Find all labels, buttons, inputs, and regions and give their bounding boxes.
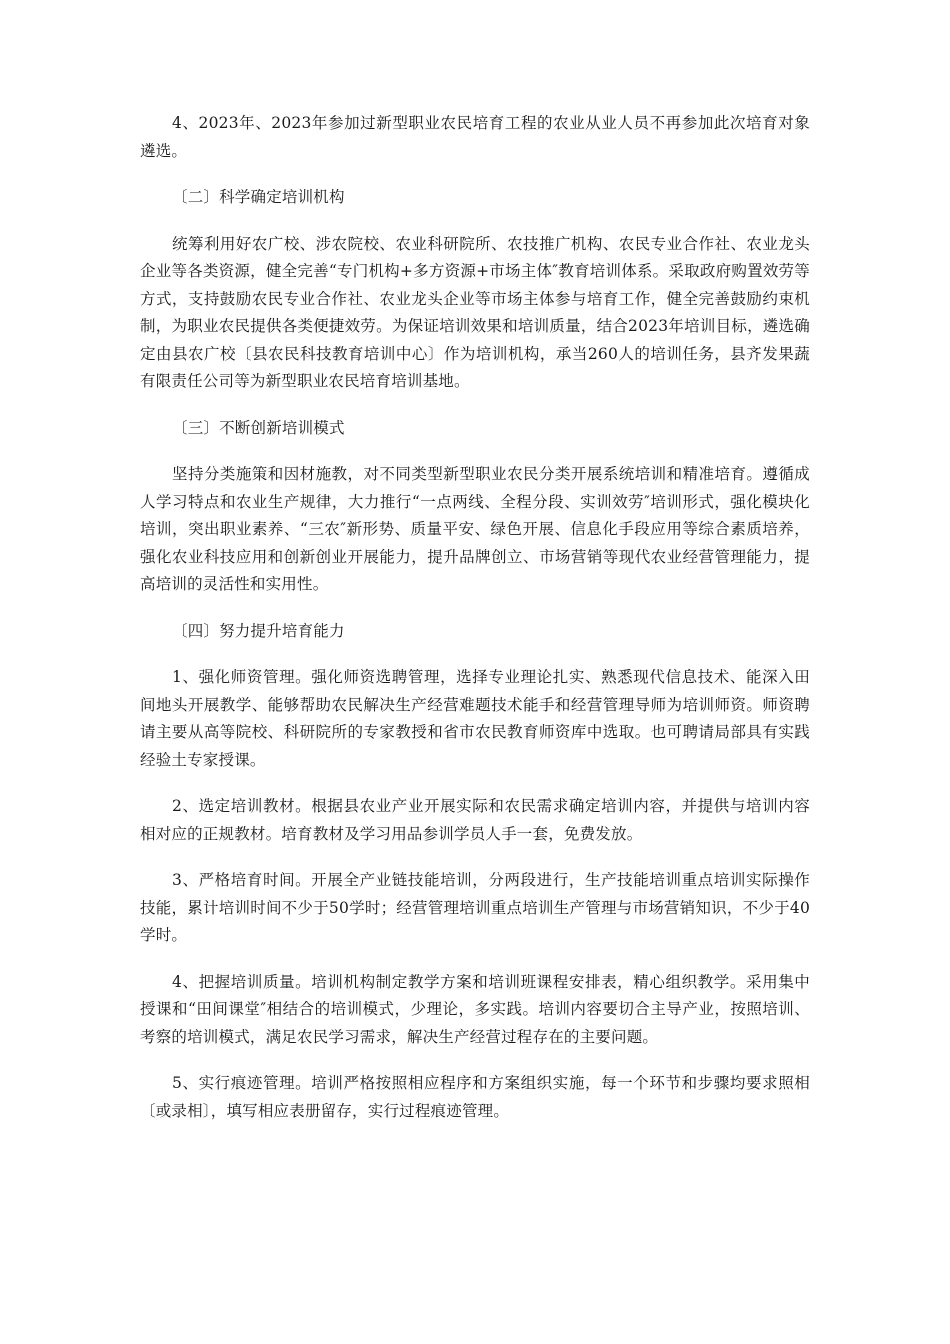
section-heading-training-mode: 〔三〕不断创新培训模式 [172,418,345,437]
paragraph-training-materials: 2、选定培训教材。根据县农业产业开展实际和农民需求确定培训内容，并提供与培训内容相对应的正规教材。培育教材及学习用品参训学员人手一套，免费发放。 [140,797,810,843]
section-heading-training-institution: 〔二〕科学确定培训机构 [172,188,345,206]
paragraph-training-institution: 统筹利用好农广校、涉农院校、农业科研院所、农技推广机构、农民专业合作社、农业龙头企业等各类资源，健全完善“专门机构+多方资源+市场主体″教育培训体系。采取政府购置效劳等方式，支持鼓励农民专业合作社、农业龙头企业等市场主体参与培育工作，健全完善鼓励约束机制，为职业农民提供各类便捷效劳。为保证培训效果和培训质量，结合2023年培训目标，遴选确定由县农广校〔县农民科技教育培训中心〕作为培训机构，承当260人的培训任务，县齐发果蔬有限责任公司等为新型职业农民培育培训基地。 [140,234,810,390]
paragraph-training-hours: 3、严格培育时间。开展全产业链技能培训，分两段进行，生产技能培训重点培训实际操作技能，累计培训时间不少于50学时；经营管理培训重点培训生产管理与市场营销知识，不少于40学时。 [140,871,810,944]
paragraph-training-mode: 坚持分类施策和因材施教，对不同类型新型职业农民分类开展系统培训和精准培育。遵循成人学习特点和农业生产规律，大力推行“一点两线、全程分段、实训效劳″培训形式，强化模块化培训，突出职业素养、“三农″新形势、质量平安、绿色开展、信息化手段应用等综合素质培养，强化农业科技应用和创新创业开展能力，提升品牌创立、市场营销等现代农业经营管理能力，提高培训的灵活性和实用性。 [140,465,810,593]
document-body [140,110,810,1144]
section-heading-training-capacity: 〔四〕努力提升培育能力 [172,621,345,640]
paragraph-training-quality: 4、把握培训质量。培训机构制定教学方案和培训班课程安排表，精心组织教学。采用集中授课和“田间课堂″相结合的培训模式，少理论，多实践。培训内容要切合主导产业，按照培训、考察的培训模式，满足农民学习需求，解决生产经营过程存在的主要问题。 [140,972,810,1046]
paragraph-trace-management: 5、实行痕迹管理。培训严格按照相应程序和方案组织实施，每一个环节和步骤均要求照相〔或录相〕，填写相应表册留存，实行过程痕迹管理。 [140,1074,810,1120]
paragraph-teacher-management: 1、强化师资管理。强化师资选聘管理，选择专业理论扎实、熟悉现代信息技术、能深入田间地头开展教学、能够帮助农民解决生产经营难题技术能手和经营管理导师为培训师资。师资聘请主要从高等院校、科研院所的专家教授和省市农民教育师资库中选取。也可聘请局部具有实践经验土专家授课。 [140,668,810,769]
paragraph-item-4-training-exclusion: 4、2023年、2023年参加过新型职业农民培育工程的农业从业人员不再参加此次培育对象遴选。 [140,114,810,160]
